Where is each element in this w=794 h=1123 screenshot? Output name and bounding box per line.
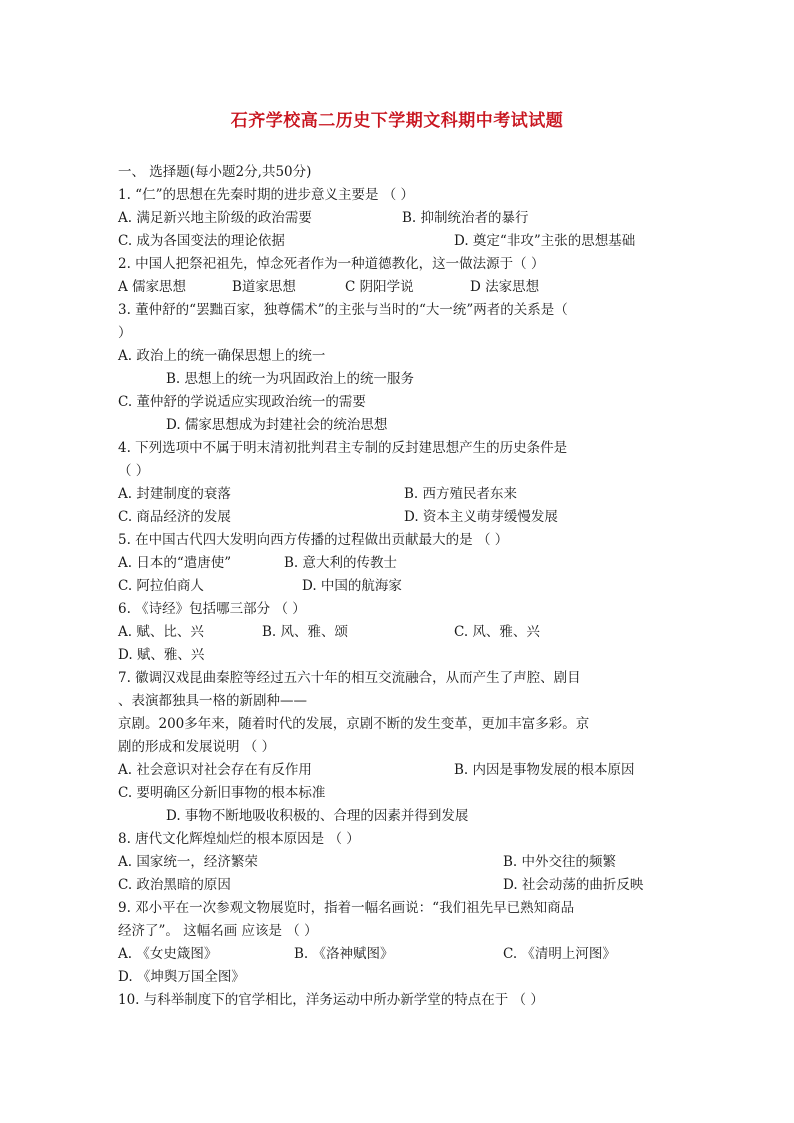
question-4-option-a: A. 封建制度的衰落 bbox=[118, 486, 231, 502]
question-9-option-c: C. 《清明上河图》 bbox=[503, 946, 616, 962]
question-4-stem: 4. 下列选项中不属于明末清初批判君主专制的反封建思想产生的历史条件是 bbox=[118, 440, 568, 456]
question-9-option-b: B. 《洛神赋图》 bbox=[294, 946, 394, 962]
question-8-stem: 8. 唐代文化辉煌灿烂的根本原因是 （ ） bbox=[118, 831, 360, 847]
question-3-option-c: C. 董仲舒的学说适应实现政治统一的需要 bbox=[118, 394, 366, 410]
section-heading: 一、 选择题(每小题2分,共50分) bbox=[118, 164, 312, 180]
question-3-option-b: B. 思想上的统一为巩固政治上的统一服务 bbox=[166, 371, 415, 387]
question-7-option-b: B. 内因是事物发展的根本原因 bbox=[454, 762, 635, 778]
question-3-stem-cont: ） bbox=[118, 325, 132, 341]
question-7-option-a: A. 社会意识对社会存在有反作用 bbox=[118, 762, 312, 778]
question-2-option-a: A 儒家思想 bbox=[118, 279, 187, 295]
question-4-option-d: D. 资本主义萌芽缓慢发展 bbox=[404, 509, 558, 525]
question-7-stem-cont-2: 京剧。200多年来，随着时代的发展，京剧不断的发生变革，更加丰富多彩。京 bbox=[118, 716, 590, 732]
question-8-option-a: A. 国家统一，经济繁荣 bbox=[118, 854, 258, 870]
question-2-option-c: C 阴阳学说 bbox=[345, 279, 414, 295]
question-2-option-d: D 法家思想 bbox=[470, 279, 540, 295]
question-3-option-d: D. 儒家思想成为封建社会的统治思想 bbox=[166, 417, 388, 433]
question-1-option-d: D. 奠定“非攻”主张的思想基础 bbox=[454, 233, 636, 249]
question-7-stem-cont-3: 剧的形成和发展说明 （ ） bbox=[118, 739, 276, 755]
question-5-option-a: A. 日本的“遣唐使” bbox=[118, 555, 232, 571]
question-7-stem-cont-1: 、表演都独具一格的新剧种—— bbox=[118, 693, 307, 709]
question-1-option-b: B. 抑制统治者的暴行 bbox=[402, 210, 529, 226]
question-9-option-d: D. 《坤舆万国全图》 bbox=[118, 969, 245, 985]
question-8-option-c: C. 政治黑暗的原因 bbox=[118, 877, 231, 893]
question-4-stem-cont: （ ） bbox=[118, 463, 150, 479]
question-6-option-d: D. 赋、雅、兴 bbox=[118, 647, 205, 663]
question-6-option-a: A. 赋、比、兴 bbox=[118, 624, 204, 640]
question-3-option-a: A. 政治上的统一确保思想上的统一 bbox=[118, 348, 326, 364]
question-5-stem: 5. 在中国古代四大发明向西方传播的过程做出贡献最大的是 （ ） bbox=[118, 532, 509, 548]
question-8-option-d: D. 社会动荡的曲折反映 bbox=[503, 877, 644, 893]
question-2-option-b: B道家思想 bbox=[232, 279, 296, 295]
question-7-stem: 7. 徽调汉戏昆曲秦腔等经过五六十年的相互交流融合，从而产生了声腔、剧目 bbox=[118, 670, 581, 686]
question-7-option-c: C. 要明确区分新旧事物的根本标准 bbox=[118, 785, 326, 801]
question-9-option-a: A. 《女史箴图》 bbox=[118, 946, 218, 962]
question-4-option-b: B. 西方殖民者东来 bbox=[404, 486, 518, 502]
question-8-option-b: B. 中外交往的频繁 bbox=[503, 854, 617, 870]
question-5-option-d: D. 中国的航海家 bbox=[302, 578, 402, 594]
question-9-stem: 9. 邓小平在一次参观文物展览时，指着一幅名画说：“我们祖先早已熟知商品 bbox=[118, 900, 575, 916]
question-1-stem: 1. “仁”的思想在先秦时期的进步意义主要是 （ ） bbox=[118, 187, 415, 203]
question-5-option-c: C. 阿拉伯商人 bbox=[118, 578, 204, 594]
question-4-option-c: C. 商品经济的发展 bbox=[118, 509, 231, 525]
exam-title: 石齐学校高二历史下学期文科期中考试试题 bbox=[230, 111, 564, 131]
question-9-stem-cont: 经济了”。 这幅名画 应该是 （ ） bbox=[118, 923, 318, 939]
question-1-option-a: A. 满足新兴地主阶级的政治需要 bbox=[118, 210, 312, 226]
question-10-stem: 10. 与科举制度下的官学相比，洋务运动中所办新学堂的特点在于 （ ） bbox=[118, 992, 544, 1008]
question-2-stem: 2. 中国人把祭祀祖先，悼念死者作为一种道德教化，这一做法源于（ ） bbox=[118, 256, 545, 272]
question-6-option-b: B. 风、雅、颂 bbox=[262, 624, 349, 640]
question-7-option-d: D. 事物不断地吸收积极的、合理的因素并得到发展 bbox=[166, 808, 469, 824]
question-6-option-c: C. 风、雅、兴 bbox=[454, 624, 540, 640]
question-3-stem: 3. 董仲舒的“罢黜百家，独尊儒术”的主张与当时的“大一统”两者的关系是（ bbox=[118, 302, 568, 318]
question-5-option-b: B. 意大利的传教士 bbox=[284, 555, 398, 571]
question-6-stem: 6. 《诗经》包括哪三部分 （ ） bbox=[118, 601, 306, 617]
question-1-option-c: C. 成为各国变法的理论依据 bbox=[118, 233, 285, 249]
